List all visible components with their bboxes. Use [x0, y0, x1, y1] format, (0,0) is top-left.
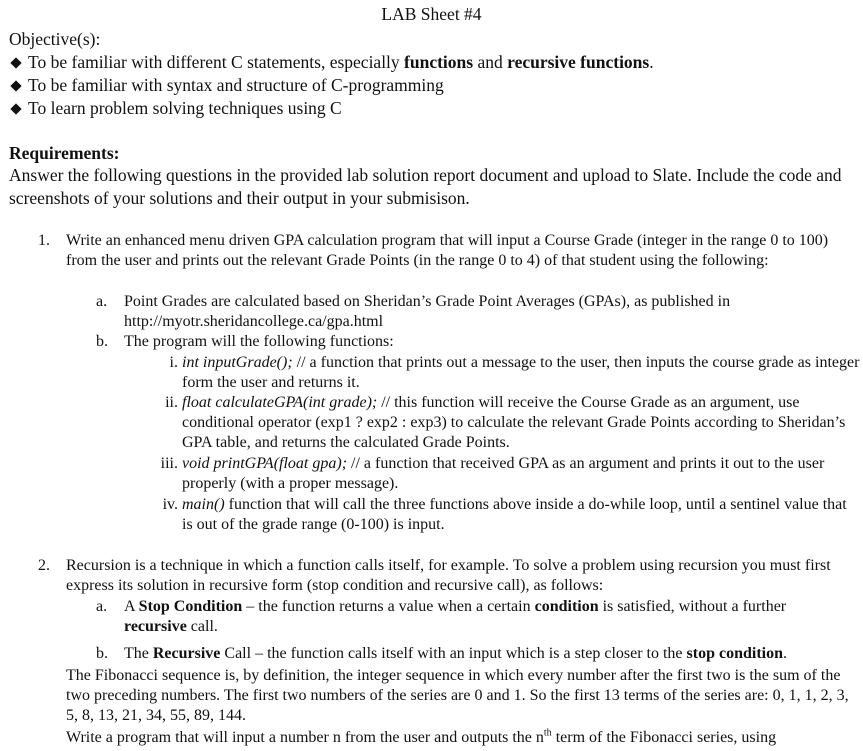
q1-iii-text: void printGPA(float gpa); // a function that received GPA as an argument and prints it out to the user properly (with a proper message).	[182, 455, 825, 492]
objective-item-2: To be familiar with syntax and structure of C-programming	[9, 74, 444, 97]
diamond-bullet-icon	[10, 80, 21, 91]
q2-b-label: b.	[96, 645, 108, 662]
q2-a-label: a.	[96, 598, 108, 615]
question-2-text: Recursion is a technique in which a function calls itself, for example. To solve a problem using recursion you must first express its solution in recursive form (stop condition and recursive call), as follows:	[66, 557, 831, 594]
q2-b-text: The Recursive Call – the function calls itself with an input which is a step closer to the stop condition.	[124, 645, 787, 662]
q1-i-label: i.	[169, 354, 178, 371]
q1-ii-text: float calculateGPA(int grade); // this function will receive the Course Grade as an argument, use conditional operator (exp1 ? exp2 : exp3) to calculate the relevant Grade Points according to Sheridan’s GPA table, and returns the calculated Grade Points.	[182, 394, 846, 451]
q1-a-text: Point Grades are calculated based on Sheridan’s Grade Point Averages (GPAs), as published in http://myotr.sheridancollege.ca/gpa.html	[124, 293, 731, 330]
question-1-number: 1.	[38, 232, 50, 249]
question-1-text: Write an enhanced menu driven GPA calculation program that will input a Course Grade (integer in the range 0 to 100) from the user and prints out the relevant Grade Points (in the range 0 to 4) of that student using the following:	[66, 232, 829, 269]
requirements-text: Answer the following questions in the provided lab solution report document and upload to Slate. Include the code and screenshots of your solutions and their output in your submisison.	[9, 165, 842, 208]
requirements-heading: Requirements:	[9, 143, 120, 163]
diamond-bullet-icon	[10, 57, 21, 68]
diamond-bullet-icon	[10, 103, 21, 114]
fibonacci-description: The Fibonacci sequence is, by definition, the integer sequence in which every number after the first two is the sum of the two preceding numbers. The first two numbers of the series are 0 and 1. So the first 13 terms of the series are: 0, 1, 1, 2, 3, 5, 8, 13, 21, 34, 55, 89, 144.	[66, 667, 849, 724]
objectives-heading: Objective(s):	[9, 29, 101, 49]
fibonacci-task-text: Write a program that will input a number n from the user and outputs the $n^{th}$ term of the Fibonacci series, using	[66, 727, 777, 746]
q1-a-label: a.	[96, 293, 108, 310]
q2-a-text: A Stop Condition – the function returns a value when a certain condition is satisfied, without a further recursive call.	[124, 598, 787, 635]
objective-item-1: To be familiar with different C statements, especially functions and recursive functions.	[9, 51, 654, 74]
q1-b-label: b.	[96, 333, 108, 350]
question-2-number: 2.	[38, 557, 50, 574]
page-title: LAB Sheet #4	[381, 4, 482, 24]
q1-iv-label: iv.	[162, 496, 178, 513]
q1-iii-label: iii.	[160, 455, 178, 472]
q1-i-text: int inputGrade(); // a function that prints out a message to the user, then inputs the course grade as integer form the user and returns it.	[182, 354, 860, 391]
q1-iv-text: main() function that will call the three functions above inside a do-while loop, until a sentinel value that is out of the grade range (0-100) is input.	[182, 496, 847, 533]
q1-b-text: The program will the following functions:	[124, 333, 394, 350]
q1-ii-label: ii.	[165, 394, 178, 411]
objective-item-3: To learn problem solving techniques using C	[9, 97, 342, 120]
